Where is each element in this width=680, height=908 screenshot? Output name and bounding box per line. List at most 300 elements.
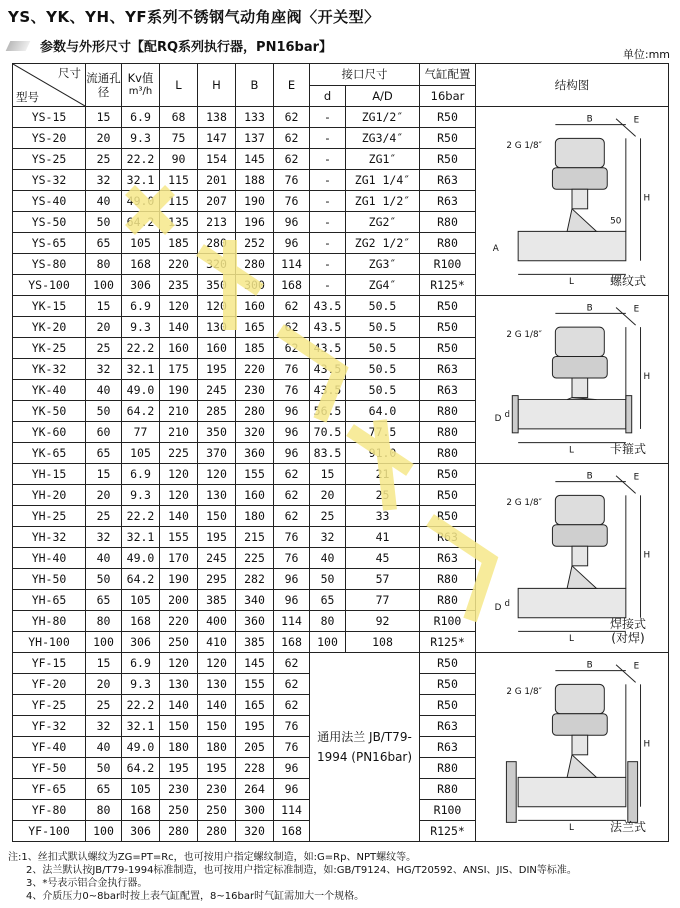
table-cell: 100 — [86, 821, 122, 842]
table-cell: 215 — [236, 527, 274, 548]
cylinder-cell: R50 — [420, 464, 476, 485]
table-cell: - — [310, 233, 346, 254]
table-cell: - — [310, 149, 346, 170]
table-cell: 250 — [160, 632, 198, 653]
table-cell: 195 — [198, 758, 236, 779]
table-cell: 225 — [236, 548, 274, 569]
table-cell: 114 — [274, 800, 310, 821]
table-cell: 15 — [86, 653, 122, 674]
table-cell: 65 — [86, 443, 122, 464]
dim-B: B — [586, 660, 593, 671]
table-cell: 230 — [198, 779, 236, 800]
table-cell: YS-32 — [13, 170, 86, 191]
table-cell: 340 — [236, 590, 274, 611]
structure-label: 卡箍式 — [609, 442, 646, 456]
table-cell: 264 — [236, 779, 274, 800]
table-cell: 168 — [274, 275, 310, 296]
table-cell: YS-50 — [13, 212, 86, 233]
table-cell: 60 — [86, 422, 122, 443]
table-cell: 280 — [236, 401, 274, 422]
table-cell: 105 — [122, 233, 160, 254]
flow-bore-header: 流通孔径 — [86, 64, 122, 107]
table-cell: 114 — [274, 611, 310, 632]
dim-d: d — [504, 410, 511, 421]
table-cell: 20 — [86, 674, 122, 695]
table-cell: 154 — [198, 149, 236, 170]
table-cell: 9.3 — [122, 485, 160, 506]
table-cell: 22.2 — [122, 338, 160, 359]
table-cell: 50 — [86, 212, 122, 233]
table-cell: 250 — [198, 800, 236, 821]
table-cell: 62 — [274, 149, 310, 170]
cylinder-cell: R100 — [420, 254, 476, 275]
table-cell: 120 — [198, 296, 236, 317]
table-cell: 350 — [198, 422, 236, 443]
table-cell: 6.9 — [122, 296, 160, 317]
table-cell: 150 — [198, 716, 236, 737]
table-cell: 40 — [86, 380, 122, 401]
table-cell: 137 — [236, 128, 274, 149]
table-cell: - — [310, 170, 346, 191]
table-cell: YF-100 — [13, 821, 86, 842]
dim-B: B — [586, 114, 593, 125]
table-cell: 32 — [86, 170, 122, 191]
table-cell: 62 — [274, 317, 310, 338]
table-cell: 96 — [274, 443, 310, 464]
table-cell: 62 — [274, 653, 310, 674]
dim-L: L — [569, 277, 574, 288]
unit-label: 单位:mm — [622, 48, 670, 61]
table-cell: 22.2 — [122, 149, 160, 170]
cylinder-cell: R80 — [420, 233, 476, 254]
table-cell: 80 — [310, 611, 346, 632]
table-cell: ZG1″ — [346, 149, 420, 170]
dim-port: 2 G 1/8″ — [506, 687, 542, 698]
table-cell: 77.5 — [346, 422, 420, 443]
table-cell: 32 — [310, 527, 346, 548]
table-cell: 235 — [160, 275, 198, 296]
table-cell: 62 — [274, 296, 310, 317]
cylinder-cell: R125* — [420, 632, 476, 653]
cylinder-cell: R63 — [420, 716, 476, 737]
table-cell: 100 — [86, 275, 122, 296]
table-cell: YF-32 — [13, 716, 86, 737]
table-cell: 168 — [122, 254, 160, 275]
table-cell: 50.5 — [346, 296, 420, 317]
table-cell: YK-60 — [13, 422, 86, 443]
H-header: H — [198, 64, 236, 107]
table-cell: 25 — [86, 149, 122, 170]
dim-H: H — [643, 372, 651, 382]
table-cell: YK-40 — [13, 380, 86, 401]
table-cell: 185 — [236, 338, 274, 359]
table-cell: ZG3″ — [346, 254, 420, 275]
table-cell: 180 — [160, 737, 198, 758]
table-cell: ZG1/2″ — [346, 107, 420, 128]
table-cell: 65 — [86, 590, 122, 611]
table-cell: 80 — [86, 254, 122, 275]
table-cell: 280 — [198, 821, 236, 842]
cylinder-header: 气缸配置 — [420, 64, 476, 86]
table-cell: 68 — [160, 107, 198, 128]
table-cell: 76 — [274, 527, 310, 548]
table-cell: 96 — [274, 758, 310, 779]
table-cell: YF-50 — [13, 758, 86, 779]
table-row — [13, 296, 669, 317]
table-cell: 195 — [198, 359, 236, 380]
table-cell: 285 — [198, 401, 236, 422]
table-cell: 6.9 — [122, 653, 160, 674]
cylinder-cell: R80 — [420, 569, 476, 590]
table-cell: 32.1 — [122, 170, 160, 191]
table-cell: 120 — [160, 653, 198, 674]
cylinder-cell: R50 — [420, 128, 476, 149]
table-cell: - — [310, 254, 346, 275]
table-cell: 140 — [160, 317, 198, 338]
table-cell: 62 — [274, 695, 310, 716]
table-cell: 6.9 — [122, 464, 160, 485]
dim-B: B — [586, 471, 593, 482]
dim-D: D — [494, 602, 502, 613]
table-cell: 188 — [236, 170, 274, 191]
table-cell: 75 — [160, 128, 198, 149]
structure-label: 法兰式 — [609, 820, 646, 834]
dim-H: H — [643, 739, 651, 750]
table-cell: 120 — [198, 653, 236, 674]
table-cell: - — [310, 128, 346, 149]
valve-drawing — [479, 296, 665, 462]
table-cell: 180 — [236, 506, 274, 527]
table-cell: 320 — [198, 254, 236, 275]
cylinder-cell: R63 — [420, 527, 476, 548]
table-cell: 15 — [86, 464, 122, 485]
cylinder-cell: R50 — [420, 653, 476, 674]
table-cell: 100 — [86, 632, 122, 653]
table-cell: ZG1 1/2″ — [346, 191, 420, 212]
table-cell: 250 — [160, 800, 198, 821]
dim-port: 2 G 1/8″ — [506, 141, 542, 152]
table-cell: 20 — [86, 128, 122, 149]
table-cell: 190 — [160, 380, 198, 401]
table-cell: YH-20 — [13, 485, 86, 506]
dim-L: L — [569, 823, 574, 834]
cylinder-cell: R50 — [420, 149, 476, 170]
table-cell: YH-80 — [13, 611, 86, 632]
dim-port: 2 G 1/8″ — [506, 498, 542, 509]
table-cell: 155 — [160, 527, 198, 548]
table-cell: 115 — [160, 170, 198, 191]
table-cell: 62 — [274, 485, 310, 506]
table-cell: 220 — [160, 611, 198, 632]
table-cell: 105 — [122, 590, 160, 611]
table-cell: 96 — [274, 569, 310, 590]
table-cell: 150 — [198, 506, 236, 527]
table-cell: 108 — [346, 632, 420, 653]
spec-table — [12, 63, 669, 842]
table-cell: 32.1 — [122, 716, 160, 737]
table-cell: YK-32 — [13, 359, 86, 380]
table-cell: 33 — [346, 506, 420, 527]
table-cell: - — [310, 275, 346, 296]
d-header: d — [310, 85, 346, 107]
table-cell: 140 — [160, 506, 198, 527]
cylinder-cell: R63 — [420, 191, 476, 212]
table-cell: 300 — [236, 800, 274, 821]
table-cell: 22.2 — [122, 695, 160, 716]
note-4: 4、介质压力0~8bar时按上表气缸配置，8~16bar时气缸需加大一个规格。 — [26, 891, 365, 902]
table-cell: 80 — [86, 800, 122, 821]
structure-header: 结构图 — [476, 64, 669, 107]
table-cell: 65 — [86, 233, 122, 254]
table-cell: 280 — [198, 233, 236, 254]
dim-E: E — [633, 115, 640, 126]
table-cell: 92 — [346, 611, 420, 632]
table-cell: YH-100 — [13, 632, 86, 653]
table-cell: 230 — [160, 779, 198, 800]
table-cell: YH-40 — [13, 548, 86, 569]
table-cell: 147 — [198, 128, 236, 149]
cylinder-cell: R125* — [420, 275, 476, 296]
table-cell: 49.0 — [122, 380, 160, 401]
table-cell: 185 — [160, 233, 198, 254]
table-cell: 77 — [122, 422, 160, 443]
B-header: B — [236, 64, 274, 107]
table-cell: 76 — [274, 737, 310, 758]
table-cell: 195 — [236, 716, 274, 737]
table-cell: 32.1 — [122, 359, 160, 380]
table-cell: 49.0 — [122, 737, 160, 758]
table-cell: 105 — [122, 443, 160, 464]
structure-drawing-flange — [476, 653, 669, 842]
cylinder-cell: R50 — [420, 317, 476, 338]
table-cell: 62 — [274, 506, 310, 527]
table-cell: 80 — [86, 611, 122, 632]
cylinder-cell: R80 — [420, 590, 476, 611]
table-cell: 130 — [160, 674, 198, 695]
cylinder-cell: R80 — [420, 443, 476, 464]
table-cell: 350 — [198, 275, 236, 296]
table-cell: 133 — [236, 107, 274, 128]
valve-drawing — [479, 107, 665, 294]
table-cell: 76 — [274, 170, 310, 191]
table-cell: 320 — [236, 422, 274, 443]
table-cell: YS-80 — [13, 254, 86, 275]
table-cell: 96 — [274, 233, 310, 254]
table-cell: 76 — [274, 191, 310, 212]
table-row — [13, 464, 669, 485]
table-cell: 32.1 — [122, 527, 160, 548]
dim-H: H — [643, 550, 651, 561]
table-cell: 25 — [346, 485, 420, 506]
spec-table-body — [13, 107, 669, 842]
table-cell: 25 — [86, 506, 122, 527]
table-cell: YH-32 — [13, 527, 86, 548]
note-2: 2、法兰默认按JB/T79-1994标准制造，也可按用户指定标准制造，如:GB/T9124、HG/T20592、ANSI、JIS、DIN等标准。 — [26, 865, 577, 876]
cylinder-sub-header: 16bar — [420, 85, 476, 107]
table-cell: 15 — [86, 296, 122, 317]
table-cell: YK-65 — [13, 443, 86, 464]
table-cell: 410 — [198, 632, 236, 653]
table-cell: 115 — [160, 191, 198, 212]
table-cell: 130 — [198, 485, 236, 506]
table-row — [13, 107, 669, 128]
table-cell: 120 — [160, 485, 198, 506]
L-header: L — [160, 64, 198, 107]
table-cell: 168 — [122, 800, 160, 821]
valve-drawing — [479, 653, 665, 840]
subtitle — [8, 36, 332, 55]
table-cell: 43.5 — [310, 359, 346, 380]
table-cell: YF-40 — [13, 737, 86, 758]
port-size-header: 接口尺寸 — [310, 64, 420, 86]
table-cell: 120 — [198, 464, 236, 485]
dim-E: E — [633, 304, 640, 315]
table-cell: 20 — [86, 317, 122, 338]
table-cell: 295 — [198, 569, 236, 590]
table-cell: YH-65 — [13, 590, 86, 611]
table-cell: 96 — [274, 779, 310, 800]
cylinder-cell: R80 — [420, 422, 476, 443]
table-cell: YS-20 — [13, 128, 86, 149]
table-cell: 360 — [236, 443, 274, 464]
dim-L: L — [569, 634, 574, 645]
kv-header: Kv值 m³/h — [122, 64, 160, 107]
table-cell: 9.3 — [122, 317, 160, 338]
structure-drawing-weld — [476, 464, 669, 653]
table-cell: 168 — [274, 632, 310, 653]
table-cell: YK-15 — [13, 296, 86, 317]
table-cell: 62 — [274, 338, 310, 359]
cylinder-cell: R50 — [420, 107, 476, 128]
table-cell: 190 — [236, 191, 274, 212]
table-cell: 91.0 — [346, 443, 420, 464]
table-cell: YS-100 — [13, 275, 86, 296]
table-cell: ZG3/4″ — [346, 128, 420, 149]
table-cell: 40 — [86, 737, 122, 758]
table-cell: 50.5 — [346, 317, 420, 338]
table-cell: 130 — [198, 674, 236, 695]
table-cell: ZG4″ — [346, 275, 420, 296]
cylinder-cell: R50 — [420, 506, 476, 527]
table-cell: 32 — [86, 527, 122, 548]
table-cell: 50.5 — [346, 359, 420, 380]
table-cell: YF-25 — [13, 695, 86, 716]
table-cell: 282 — [236, 569, 274, 590]
table-cell: 43.5 — [310, 317, 346, 338]
table-cell: 64.2 — [122, 212, 160, 233]
table-cell: 360 — [236, 611, 274, 632]
table-cell: 62 — [274, 674, 310, 695]
table-cell: YH-25 — [13, 506, 86, 527]
structure-drawing-clamp — [476, 296, 669, 464]
cylinder-cell: R100 — [420, 611, 476, 632]
notes — [8, 851, 577, 903]
table-cell: 180 — [198, 737, 236, 758]
table-cell: 9.3 — [122, 128, 160, 149]
table-cell: 50 — [86, 758, 122, 779]
table-cell: 64.2 — [122, 401, 160, 422]
note-3: 3、*号表示铝合金执行器。 — [26, 878, 148, 889]
table-cell: 385 — [236, 632, 274, 653]
table-cell: 41 — [346, 527, 420, 548]
structure-label: 焊接式 (对焊) — [609, 617, 646, 645]
cylinder-cell: R63 — [420, 737, 476, 758]
table-cell: 120 — [160, 296, 198, 317]
table-cell: 306 — [122, 632, 160, 653]
table-cell: 168 — [122, 611, 160, 632]
table-cell: 43.5 — [310, 296, 346, 317]
cylinder-cell: R125* — [420, 821, 476, 842]
table-cell: 225 — [160, 443, 198, 464]
table-cell: - — [310, 212, 346, 233]
table-cell: 190 — [160, 569, 198, 590]
table-cell: ZG2″ — [346, 212, 420, 233]
table-cell: 32 — [86, 359, 122, 380]
table-cell: 62 — [274, 107, 310, 128]
table-cell: YH-50 — [13, 569, 86, 590]
table-cell: YK-50 — [13, 401, 86, 422]
table-cell: 76 — [274, 548, 310, 569]
page-title: YS、YK、YH、YF系列不锈钢气动角座阀〈开关型〉 — [8, 8, 380, 26]
table-cell: 32 — [86, 716, 122, 737]
cylinder-cell: R63 — [420, 548, 476, 569]
table-cell: 50 — [310, 569, 346, 590]
table-cell: YS-40 — [13, 191, 86, 212]
table-cell: 25 — [310, 506, 346, 527]
table-cell: 76 — [274, 716, 310, 737]
size-label: 尺寸 — [58, 66, 81, 80]
cylinder-cell: R100 — [420, 800, 476, 821]
table-cell: 62 — [274, 128, 310, 149]
dim-port: 2 G 1/8″ — [506, 329, 542, 340]
dim-B: B — [586, 303, 593, 314]
subtitle-text: 参数与外形尺寸【配RQ系列执行器，PN16bar】 — [40, 40, 333, 55]
cylinder-cell: R50 — [420, 674, 476, 695]
table-cell: ZG2 1/2″ — [346, 233, 420, 254]
table-cell: 15 — [310, 464, 346, 485]
table-cell: YF-80 — [13, 800, 86, 821]
table-cell: 245 — [198, 548, 236, 569]
table-cell: ZG1 1/4″ — [346, 170, 420, 191]
table-cell: 50 — [86, 569, 122, 590]
table-cell: 56.5 — [310, 401, 346, 422]
table-cell: 70.5 — [310, 422, 346, 443]
table-cell: 230 — [236, 380, 274, 401]
table-cell: 168 — [274, 821, 310, 842]
table-cell: YS-65 — [13, 233, 86, 254]
table-cell: YF-20 — [13, 674, 86, 695]
cylinder-cell: R50 — [420, 485, 476, 506]
table-cell: 43.5 — [310, 338, 346, 359]
table-cell: 96 — [274, 422, 310, 443]
cylinder-cell: R63 — [420, 380, 476, 401]
table-cell: 160 — [236, 296, 274, 317]
table-cell: 210 — [160, 401, 198, 422]
structure-label: 螺纹式 — [609, 274, 646, 288]
table-cell: 90 — [160, 149, 198, 170]
table-cell: 65 — [86, 779, 122, 800]
table-cell: 50.5 — [346, 380, 420, 401]
cylinder-cell: R50 — [420, 296, 476, 317]
AD-header: A/D — [346, 85, 420, 107]
table-cell: 57 — [346, 569, 420, 590]
table-cell: 213 — [198, 212, 236, 233]
table-cell: 280 — [160, 821, 198, 842]
corner-header — [13, 64, 86, 107]
subtitle-bar-icon — [6, 41, 31, 51]
table-row — [13, 653, 669, 674]
table-cell: 62 — [274, 464, 310, 485]
